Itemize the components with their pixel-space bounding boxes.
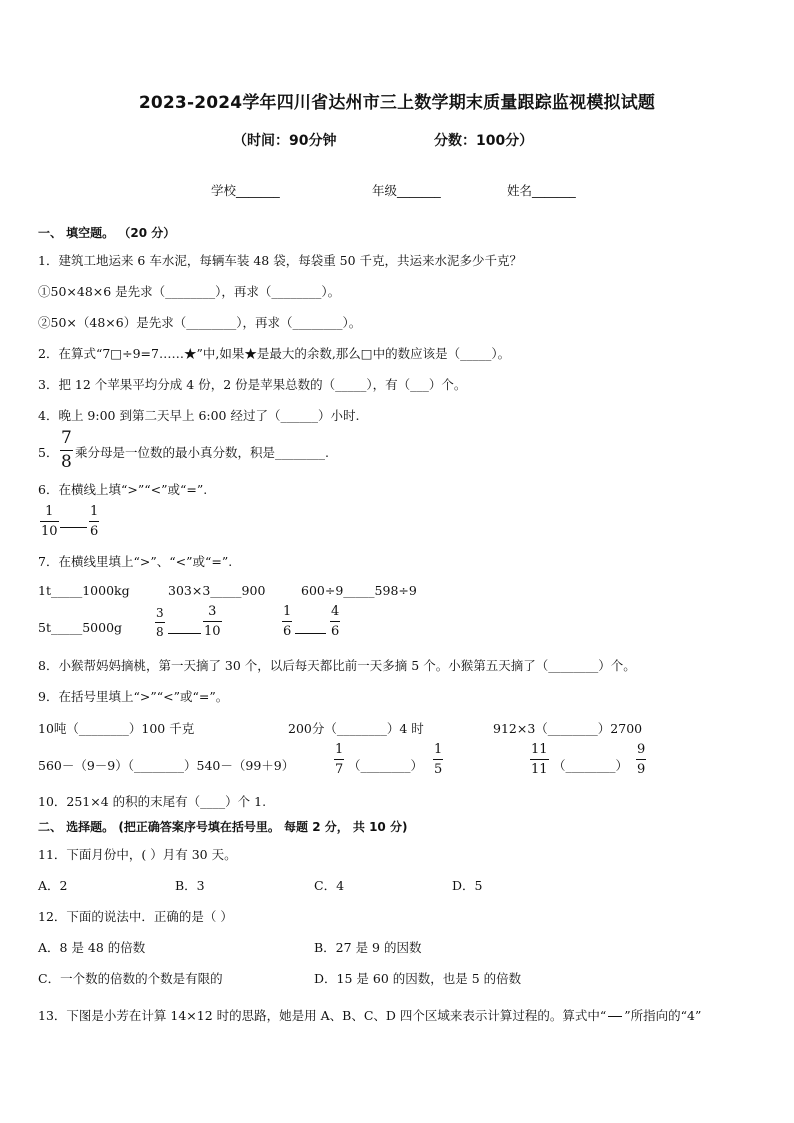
question-3: 3．把 12 个苹果平均分成 4 份，2 份是苹果总数的（_____），有（___）个。 xyxy=(38,377,467,392)
fraction-denominator: 7 xyxy=(335,762,344,777)
question-9-fraction-1 xyxy=(334,743,344,776)
fraction-numerator: 11 xyxy=(531,742,548,757)
question-11-option-a: A．2 xyxy=(38,878,68,893)
question-12-option-a: A．8 是 48 的倍数 xyxy=(38,940,146,955)
fraction-denominator: 6 xyxy=(331,624,340,639)
fraction-denominator: 11 xyxy=(531,762,548,777)
exam-subtitle: （时间：90分钟 分数：100分） xyxy=(233,133,534,149)
question-6: 6．在横线上填“>”“<”或“=”. xyxy=(38,482,208,497)
question-13 xyxy=(38,1006,701,1024)
question-7-item-4: 5t_____5000g xyxy=(38,620,123,635)
question-12: 12．下面的说法中．正确的是（ ） xyxy=(38,909,233,924)
question-11-option-c: C．4 xyxy=(314,878,345,893)
fraction-numerator: 3 xyxy=(156,606,164,620)
question-7-fraction-2a xyxy=(282,605,292,638)
fraction-denominator: 6 xyxy=(283,624,292,639)
name-field: 姓名_______ xyxy=(507,183,576,198)
question-9: 9．在括号里填上“>”“<”或“=”。 xyxy=(38,689,229,704)
question-12-option-d: D．15 是 60 的因数，也是 5 的倍数 xyxy=(314,971,522,986)
fraction-denominator: 10 xyxy=(204,624,221,639)
question-1b: ②50×（48×6）是先求（________），再求（________）。 xyxy=(38,315,362,330)
exam-title: 2023-2024学年四川省达州市三上数学期末质量跟踪监视模拟试题 xyxy=(138,93,656,113)
question-1a: ①50×48×6 是先求（________），再求（________）。 xyxy=(38,284,341,299)
fraction-numerator: 1 xyxy=(283,604,292,619)
question-9-item-2: 200分（________）4 时 xyxy=(288,721,424,736)
section-heading-choice: 二、 选择题。 (把正确答案序号填在括号里。 每题 2 分， 共 10 分) xyxy=(38,820,408,834)
fraction-denominator: 9 xyxy=(637,762,646,777)
fraction-numerator: 1 xyxy=(335,742,344,757)
question-5-prefix: 5． xyxy=(38,445,59,460)
question-11-option-b: B．3 xyxy=(175,878,205,893)
question-9-item-1: 10吨（________）100 千克 xyxy=(38,721,195,736)
question-5-fraction xyxy=(60,430,73,471)
question-13-text-a: 13．下图是小芳在计算 14×12 时的思路，她是用 A、B、C、D 四个区域来表示计算过程的。算式中“ xyxy=(38,1008,607,1023)
question-11-option-d: D．5 xyxy=(452,878,483,893)
fraction-numerator: 3 xyxy=(208,604,217,619)
question-6-fraction-a xyxy=(40,505,59,538)
answer-blank xyxy=(168,632,201,634)
fraction-numerator: 1 xyxy=(45,504,54,519)
fraction-denominator: 10 xyxy=(41,524,58,539)
question-9-fraction-4 xyxy=(636,743,646,776)
question-11: 11．下面月份中，( ）月有 30 天。 xyxy=(38,847,237,862)
question-9-compare-blank-2: （________） xyxy=(553,758,629,773)
fraction-denominator: 6 xyxy=(90,524,99,539)
grade-field: 年级_______ xyxy=(372,183,441,198)
question-12-option-b: B．27 是 9 的因数 xyxy=(314,940,422,955)
fraction-denominator: 8 xyxy=(61,452,72,472)
question-10: 10．251×4 的积的末尾有（____）个 1. xyxy=(38,794,267,809)
fraction-numerator: 7 xyxy=(61,428,72,448)
question-9-item-3: 912×3（________）2700 xyxy=(493,721,643,736)
question-7-item-2: 303×3_____900 xyxy=(168,583,266,598)
answer-blank xyxy=(295,632,326,634)
question-7-fraction-2b xyxy=(330,605,340,638)
fraction-numerator: 1 xyxy=(90,504,99,519)
question-12-option-c: C．一个数的倍数的个数是有限的 xyxy=(38,971,223,986)
question-6-fraction-b xyxy=(89,505,99,538)
question-7-fraction-1a xyxy=(155,607,165,638)
fraction-denominator: 8 xyxy=(156,625,164,639)
fraction-numerator: 4 xyxy=(331,604,340,619)
school-field: 学校_______ xyxy=(211,183,280,198)
question-8: 8．小猴帮妈妈摘桃，第一天摘了 30 个，以后每天都比前一天多摘 5 个。小猴第五天摘了（________）个。 xyxy=(38,658,636,673)
question-1: 1．建筑工地运来 6 车水泥，每辆车装 48 袋，每袋重 50 千克，共运来水泥多少千克？ xyxy=(38,253,523,268)
question-7-item-1: 1t_____1000kg xyxy=(38,583,130,598)
question-13-text-b: ”所指向的“4” xyxy=(624,1008,702,1023)
fraction-denominator: 5 xyxy=(434,762,443,777)
question-7: 7．在横线里填上“>”、“<”或“=”. xyxy=(38,554,233,569)
question-7-item-3: 600÷9_____598÷9 xyxy=(301,583,417,598)
section-heading-fill: 一、 填空题。 （20 分） xyxy=(38,226,176,240)
fraction-numerator: 1 xyxy=(434,742,443,757)
arrow-icon xyxy=(608,1016,622,1017)
question-9-compare-blank-1: （________） xyxy=(348,758,424,773)
question-4: 4．晚上 9:00 到第二天早上 6:00 经过了（______）小时. xyxy=(38,408,360,423)
answer-blank xyxy=(60,526,87,528)
question-9-fraction-2 xyxy=(433,743,443,776)
question-7-fraction-1b xyxy=(203,605,222,638)
question-2: 2．在算式“7□÷9=7……★”中,如果★是最大的余数,那么□中的数应该是（_____）。 xyxy=(38,346,511,361)
question-9-fraction-3 xyxy=(530,743,549,776)
question-9-item-4: 560－（9－9）（________）540－（99＋9） xyxy=(38,758,295,773)
fraction-numerator: 9 xyxy=(637,742,646,757)
question-5-text: 乘分母是一位数的最小真分数，积是________. xyxy=(75,445,329,460)
